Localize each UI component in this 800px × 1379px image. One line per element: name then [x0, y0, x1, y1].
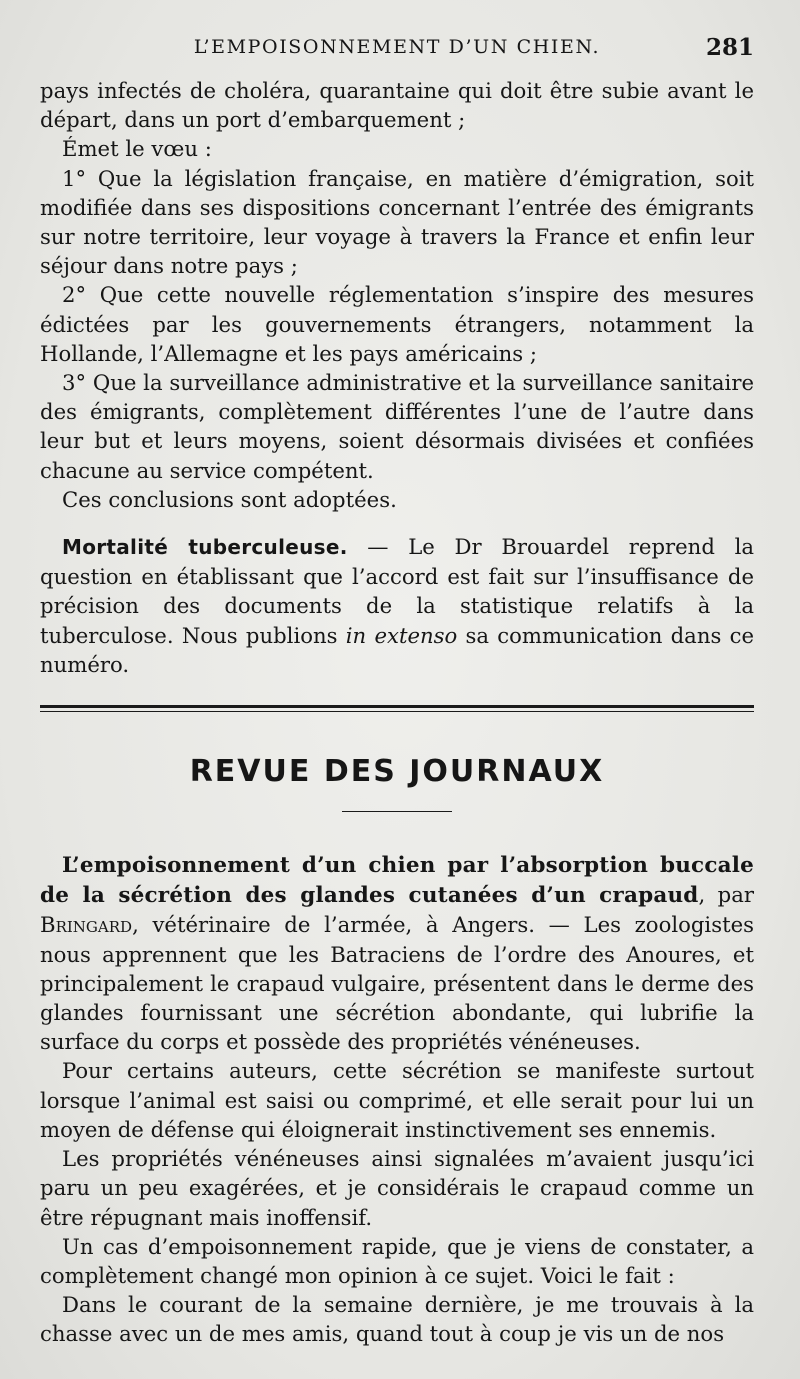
paragraph-auteurs: Pour certains auteurs, cette sécrétion se manifeste surtout lorsque l’animal est saisi ou comprimé, et elle serait pour lui un moyen de défense qui éloignerait instinctivement ses ennemis.: [40, 1058, 754, 1142]
article-par: , par: [698, 882, 754, 908]
paragraph-item-3: 3° Que la surveillance administrative et la surveillance sanitaire des émigrants, complètement différentes l’une de l’autre dans leur but et leurs moyens, soient désormais divisées et confiées chacune au service compétent.: [40, 370, 754, 483]
page-header: [40, 36, 754, 76]
section-title: REVUE DES JOURNAUX: [189, 754, 605, 790]
double-rule-divider: [40, 705, 754, 712]
paragraph-mortalite: [40, 532, 754, 679]
page-number: 281: [705, 34, 754, 61]
paragraph-cas: Un cas d’empoisonnement rapide, que je viens de constater, a complètement changé mon opinion à ce sujet. Voici le fait :: [40, 1233, 754, 1288]
article-title: L’empoisonnement d’un chien par l’absorption buccale de la sécrétion des glandes cutanées d’un crapaud: [40, 853, 754, 909]
paragraph-item-1: 1° Que la législation française, en matière d’émigration, soit modifiée dans ses dispositions concernant l’entrée des émigrants sur notre territoire, leur voyage à travers la France et enfin leur séjour dans notre pays ;: [40, 165, 754, 279]
paragraph-conclusions: Ces conclusions sont adoptées.: [62, 486, 397, 512]
paragraph-proprietes: Les propriétés vénéneuses ainsi signalées m’avaient jusqu’ici paru un peu exagérées, et je considérais le crapaud comme un être répugnant mais inoffensif.: [40, 1146, 754, 1230]
paragraph-continuation: pays infectés de choléra, quarantaine qui doit être subie avant le départ, dans un port d’embarquement ;: [40, 78, 754, 133]
paragraph-voeu: Émet le vœu :: [62, 136, 212, 162]
article-text: , vétérinaire de l’armée, à Angers. — Les zoologistes nous apprennent que les Batraciens de l’ordre des Anoures, et principalement le crapaud vulgaire, présentent dans le derme des glandes fournissant une sécrétion abondante, qui lubrifie la surface du corps et possède des propriétés vénéneuses.: [40, 912, 754, 1055]
mortalite-end: sa communication dans ce numéro.: [40, 622, 754, 677]
paragraph-item-2: 2° Que cette nouvelle réglementation s’inspire des mesures édictées par les gouvernements étrangers, notamment la Hollande, l’Allemagne et les pays américains ;: [40, 282, 754, 366]
paragraph-chasse: Dans le courant de la semaine dernière, je me trouvais à la chasse avec un de mes amis, quand tout à coup je vis un de nos: [40, 1292, 754, 1347]
running-head: L’EMPOISONNEMENT D’UN CHIEN.: [193, 36, 601, 58]
short-rule-divider: [342, 811, 452, 812]
mortalite-italic: in extenso: [345, 622, 458, 648]
article-paragraph: [40, 850, 754, 1056]
article-author: Bringard: [40, 912, 133, 938]
mortalite-heading: Mortalité tuberculeuse.: [62, 535, 348, 560]
mortalite-text: — Le Dr Brouardel reprend la question en établissant que l’accord est fait sur l’insuffisance de précision des documents de la statistique relatifs à la tuberculose. Nous publions: [40, 534, 754, 648]
